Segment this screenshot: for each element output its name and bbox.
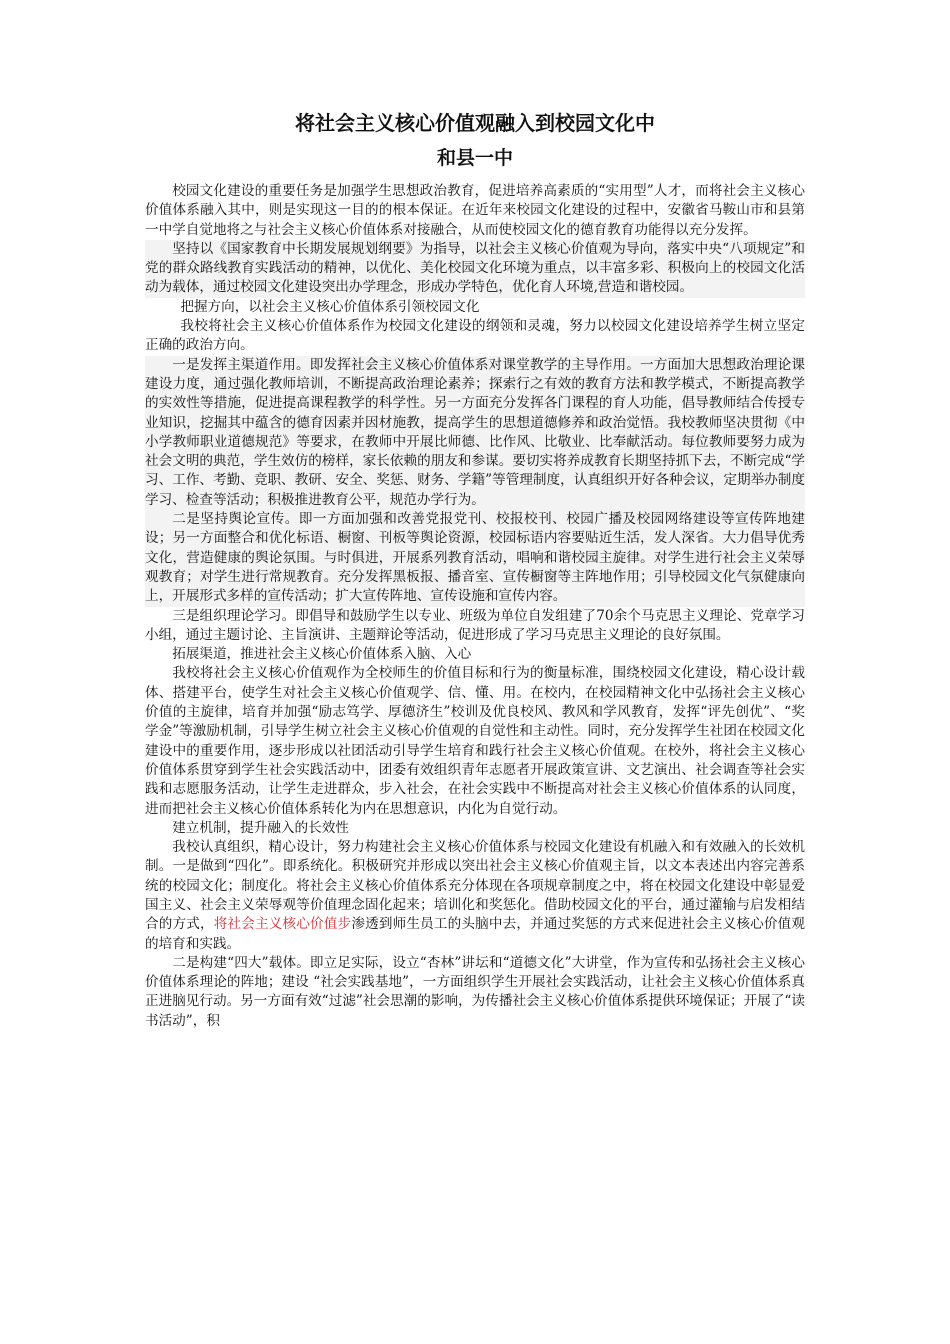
section-heading-direction: 把握方向，以社会主义核心价值体系引领校园文化 bbox=[180, 298, 480, 315]
paragraph-direction: 我校将社会主义核心价值体系作为校园文化建设的纲领和灵魂，努力以校园文化建设培养学生树立坚定正确的政治方向。 bbox=[145, 318, 805, 354]
document-page bbox=[145, 110, 805, 1031]
paragraph-channels: 我校将社会主义核心价值观作为全校师生的价值目标和行为的衡量标准，围绕校园文化建设，精心设计载体、搭建平台，使学生对社会主义核心价值观学、信、懂、用。在校内，在校园精神文化中弘扬社会主义核心价值的主旋律，培育并加强“励志笃学、厚德济生”校训及优良校风、教风和学风教育，发挥“评先创优”、“奖学金”等激励机制，引导学生树立社会主义核心价值观的自觉性和主动性。同时，充分发挥学生社团在校园文化建设中的重要作用，逐步形成以社团活动引导学生培育和践行社会主义核心价值观。在校外，将社会主义核心价值体系贯穿到学生社会实践活动中，团委有效组织青年志愿者开展政策宣讲、文艺演出、社会调查等社会实践和志愿服务活动，让学生走进群众，步入社会，在社会实践中不断提高对社会主义核心价值体系的认同度，进而把社会主义核心价值体系转化为内在思想意识，内化为自觉行动。 bbox=[145, 665, 805, 817]
section-heading-mechanism: 建立机制，提升融入的长效性 bbox=[172, 819, 349, 836]
paragraph-intro: 校园文化建设的重要任务是加强学生思想政治教育，促进培养高素质的“实用型”人才，而将社会主义核心价值体系融入其中，则是实现这一目的的根本保证。在近年来校园文化建设的过程中，安徽省马鞍山市和县第一中学自觉地将之与社会主义核心价值体系对接融合，从而使校园文化的德育教育功能得以充分发挥。 bbox=[145, 183, 805, 238]
paragraph-four-carriers: 二是构建“四大”载体。即立足实际，设立“杏林”讲坛和“道德文化”大讲堂，作为宣传和弘扬社会主义核心价值体系理论的阵地；建设 “社会实践基地”，一方面组织学生开展社会实践活动，让社会主义核心价值体系真正进脑见行动。另一方面有效“过滤”社会思潮的影响，为传播社会主义核心价值体系提供环境保证；开展了“读书活动”，积 bbox=[145, 954, 805, 1029]
document-subtitle: 和县一中 bbox=[436, 147, 513, 169]
mechanism-text-part2: 渗透到师生员工的头脑中去，并通过奖惩的方式来促进社会主义核心价值观的培育和实践。 bbox=[145, 916, 806, 952]
section-heading-channels: 拓展渠道，推进社会主义核心价值体系入脑、入心 bbox=[172, 646, 472, 663]
paragraph-theory-study: 三是组织理论学习。即倡导和鼓励学生以专业、班级为单位自发组建了70余个马克思主义理论、党章学习小组，通过主题讨论、主旨演讲、主题辩论等活动，促进形成了学习马克思主义理论的良好氛围。 bbox=[145, 607, 805, 643]
paragraph-mechanism bbox=[145, 838, 805, 954]
paragraph-main-channel: 一是发挥主渠道作用。即发挥社会主义核心价值体系对课堂教学的主导作用。一方面加大思想政治理论课建设力度，通过强化教师培训，不断提高政治理论素养；探索行之有效的教育方法和教学模式，不断提高教学的实效性等措施，促进提高课程教学的科学性。另一方面充分发挥各门课程的育人功能，倡导教师结合传授专业知识，挖掘其中蕴含的德育因素并因材施教，提高学生的思想道德修养和政治觉悟。我校教师坚决贯彻《中小学教师职业道德规范》等要求，在教师中开展比师德、比作风、比敬业、比奉献活动。每位教师要努力成为社会文明的典范，学生效仿的榜样，家长依赖的朋友和参谋。要切实将养成教育长期坚持抓下去，不断完成“学习、工作、考勤、竞职、教研、安全、奖惩、财务、学籍”等管理制度，认真组织开好各种会议，定期举办制度学习、检查等活动；积极推进教育公平，规范办学行为。 bbox=[145, 356, 805, 510]
document-title: 将社会主义核心价值观融入到校园文化中 bbox=[295, 111, 655, 135]
paragraph-guidance: 坚持以《国家教育中长期发展规划纲要》为指导，以社会主义核心价值观为导向，落实中央“八项规定”和党的群众路线教育实践活动的精神，以优化、美化校园文化环境为重点，以丰富多彩、积极向上的校园文化活动为载体，通过校园文化建设突出办学理念，形成办学特色，优化育人环境,营造和谐校园。 bbox=[145, 240, 805, 298]
highlighted-phrase: 将社会主义核心价值步 bbox=[213, 916, 352, 933]
paragraph-publicity: 二是坚持舆论宣传。即一方面加强和改善党报党刊、校报校刊、校园广播及校园网络建设等宣传阵地建设；另一方面整合和优化标语、橱窗、刊板等舆论资源，校园标语内容要贴近生活，发人深省。大力倡导优秀文化，营造健康的舆论氛围。与时俱进，开展系列教育活动，唱响和谐校园主旋律。对学生进行社会主义荣辱观教育；对学生进行常规教育。充分发挥黑板报、播音室、宣传橱窗等主阵地作用；引导校园文化气氛健康向上，开展形式多样的宣传活动；扩大宣传阵地、宣传设施和宣传内容。 bbox=[145, 510, 805, 606]
mechanism-text-part1: 我校认真组织，精心设计，努力构建社会主义核心价值体系与校园文化建设有机融入和有效融入的长效机制。一是做到“四化”。即系统化。积极研究并形成以突出社会主义核心价值观主旨，以文本表述出内容完善系统的校园文化；制度化。将社会主义核心价值体系充分体现在各项规章制度之中，将在校园文化建设中彰显爱国主义、社会主义荣辱观等价值理念固化起来；培训化和奖惩化。借助校园文化的平台，通过灌输与启发相结合的方式， bbox=[145, 839, 805, 933]
